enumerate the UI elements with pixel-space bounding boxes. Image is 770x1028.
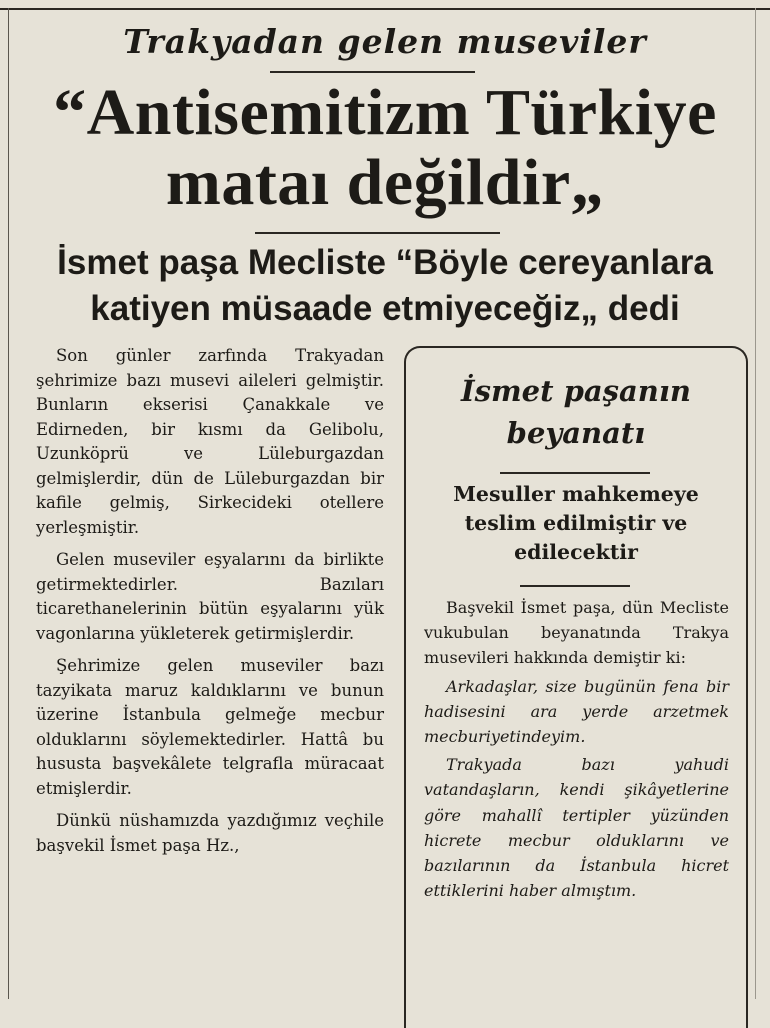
sidebar-title-line-2: beyanatı [506, 416, 646, 450]
headline-divider [255, 232, 500, 234]
sidebar-title-divider [500, 472, 650, 474]
kicker-divider [270, 71, 475, 73]
kicker-headline: Trakyadan gelen museviler [123, 22, 647, 61]
sidebar-title-line-1: İsmet paşanın [461, 374, 691, 408]
article-paragraph-2: Gelen museviler eşyalarını da birlikte getirmektedirler. Bazıları ticarethanelerinin bütün eşyalarını yük vagonlarına yükleterek getirmişlerdir. [36, 550, 384, 643]
headline-line-2: mataı değildir„ [165, 146, 605, 219]
sidebar-title [404, 370, 748, 454]
sidebar-subtitle-divider [520, 585, 630, 587]
article-body [36, 344, 384, 866]
sidebar-quote-2: Trakyada bazı yahudi vatandaşların, kendi şikâyetlerine göre mahallî tertipler yüzünden hicrete mecbur olduklarını ve bazılarının da İstanbula hicret ettiklerini haber almıştım. [424, 755, 729, 901]
sidebar-quote-1: Arkadaşlar, size bugünün fena bir hadisesini ara yerde arzetmek mecburiyetindeyim. [424, 676, 729, 747]
sidebar-subtitle [404, 480, 748, 567]
article-paragraph-4: Dünkü nüshamızda yazdığımız veçhile başvekil İsmet paşa Hz., [36, 811, 384, 855]
top-rule [0, 8, 770, 10]
subheadline [0, 240, 770, 332]
subhead-line-2: katiyen müsaade etmiyeceğiz„ dedi [90, 289, 680, 328]
sidebar-subtitle-line-3: edilecektir [514, 540, 638, 564]
sidebar-subtitle-line-1: Mesuller mahkemeye [453, 482, 699, 506]
sidebar-intro: Başvekil İsmet paşa, dün Mecliste vukubulan beyanatında Trakya musevileri hakkında demiştir ki: [424, 598, 729, 668]
article-paragraph-3: Şehrimize gelen museviler bazı tazyikata maruz kaldıklarını ve bunun üzerine İstanbula gelmeğe mecbur olduklarını söylemektedirler. Hattâ bu hususta başvekâlete telgrafla müracaat etmişlerdir. [36, 656, 384, 798]
sidebar-subtitle-line-2: teslim edilmiştir ve [464, 511, 688, 535]
subhead-line-1: İsmet paşa Mecliste “Böyle cereyanlara [57, 243, 713, 282]
article-paragraph-1: Son günler zarfında Trakyadan şehrimize bazı musevi aileleri gelmiştir. Bunların ekserisi Çanakkale ve Edirneden, bir kısmı da Gelibolu, Uzunköprü ve Lüleburgazdan gelmişlerdir, dün de Lüleburgazdan bir kafile gelmiş, Sirkecideki otellere yerleşmiştir. [36, 346, 384, 537]
sidebar-body [424, 595, 729, 903]
headline-line-1: “Antisemitizm Türkiye [53, 76, 717, 149]
main-headline [0, 78, 770, 218]
